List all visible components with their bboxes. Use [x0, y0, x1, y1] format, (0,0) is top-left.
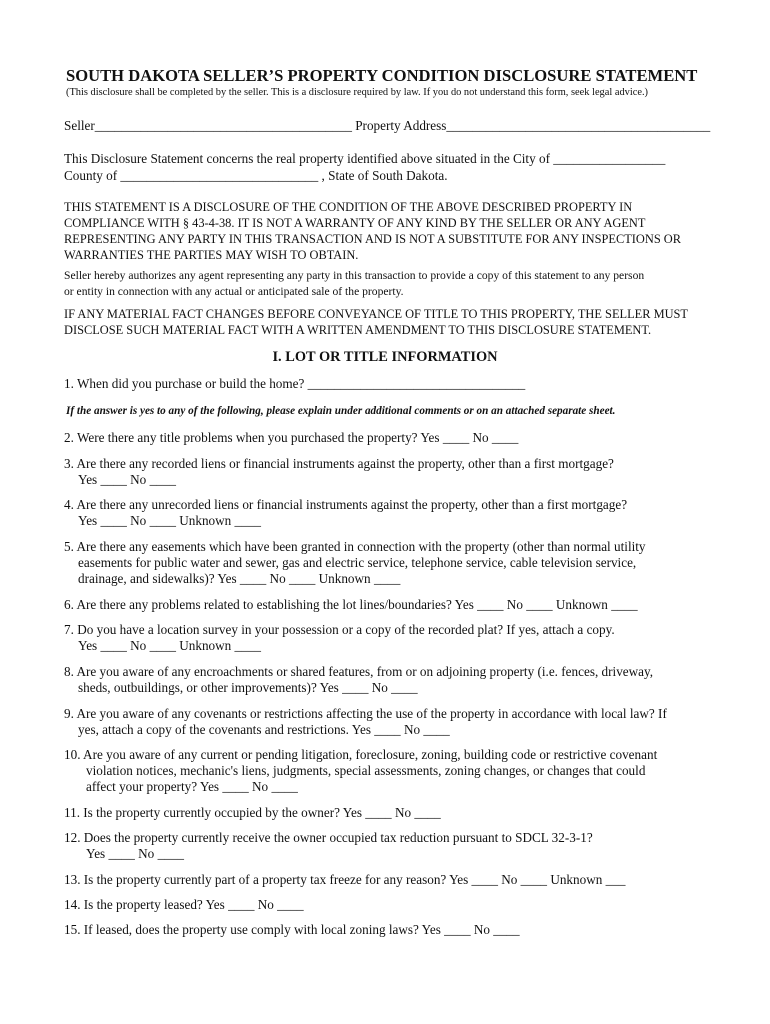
document-subtitle: (This disclosure shall be completed by the seller. This is a disclosure required by law. If you do not understand this form, seek legal advice.) [66, 87, 649, 98]
question-9: 9. Are you aware of any covenants or restrictions affecting the use of the property in accordance with local law? If [64, 706, 667, 721]
question-1: 1. When did you purchase or build the home? _________________________________ [64, 376, 526, 391]
seller-address-line: Seller_______________________________________ Property Address________________________________________ [64, 118, 711, 133]
statement-line-3: REPRESENTING ANY PARTY IN THIS TRANSACTION AND IS NOT A SUBSTITUTE FOR ANY INSPECTIONS OR [64, 232, 682, 246]
document-title: SOUTH DAKOTA SELLER’S PROPERTY CONDITION DISCLOSURE STATEMENT [66, 66, 698, 85]
question-4-answers: Yes ____ No ____ Unknown ____ [78, 513, 261, 528]
question-9-line-2: yes, attach a copy of the covenants and restrictions. Yes ____ No ____ [78, 722, 450, 737]
question-6: 6. Are there any problems related to establishing the lot lines/boundaries? Yes ____ No ____ Unknown ____ [64, 597, 638, 612]
material-fact-line-2: DISCLOSE SUCH MATERIAL FACT WITH A WRITTEN AMENDMENT TO THIS DISCLOSURE STATEMENT. [64, 323, 652, 337]
city-line: This Disclosure Statement concerns the real property identified above situated in the City of _________________ [64, 151, 666, 166]
question-11: 11. Is the property currently occupied by the owner? Yes ____ No ____ [64, 805, 441, 820]
statement-line-1: THIS STATEMENT IS A DISCLOSURE OF THE CONDITION OF THE ABOVE DESCRIBED PROPERTY IN [64, 200, 633, 214]
question-5: 5. Are there any easements which have been granted in connection with the property (other than normal utility [64, 539, 646, 554]
question-7: 7. Do you have a location survey in your possession or a copy of the recorded plat? If yes, attach a copy. [64, 622, 615, 637]
question-10-line-2: violation notices, mechanic's liens, judgments, special assessments, zoning changes, or changes that could [86, 763, 646, 778]
question-8: 8. Are you aware of any encroachments or shared features, from or on adjoining property (i.e. fences, driveway, [64, 664, 654, 679]
question-13: 13. Is the property currently part of a property tax freeze for any reason? Yes ____ No ____ Unknown ___ [64, 872, 626, 887]
question-2: 2. Were there any title problems when you purchased the property? Yes ____ No ____ [64, 430, 519, 445]
question-7-answers: Yes ____ No ____ Unknown ____ [78, 638, 261, 653]
question-14: 14. Is the property leased? Yes ____ No ____ [64, 897, 304, 912]
question-10: 10. Are you aware of any current or pending litigation, foreclosure, zoning, building code or restrictive covenant [64, 747, 658, 762]
question-10-line-3: affect your property? Yes ____ No ____ [86, 779, 298, 794]
authorize-line-2: or entity in connection with any actual or anticipated sale of the property. [64, 285, 404, 298]
question-4: 4. Are there any unrecorded liens or financial instruments against the property, other than a first mortgage? [64, 497, 628, 512]
question-3-answers: Yes ____ No ____ [78, 472, 176, 487]
question-12-answers: Yes ____ No ____ [86, 846, 184, 861]
question-3: 3. Are there any recorded liens or financial instruments against the property, other than a first mortgage? [64, 456, 614, 471]
question-5-line-3: drainage, and sidewalks)? Yes ____ No ____ Unknown ____ [78, 571, 401, 586]
material-fact-line-1: IF ANY MATERIAL FACT CHANGES BEFORE CONVEYANCE OF TITLE TO THIS PROPERTY, THE SELLER MUST [64, 307, 689, 321]
authorize-line-1: Seller hereby authorizes any agent representing any party in this transaction to provide a copy of this statement to any person [64, 269, 645, 282]
statement-line-4: WARRANTIES THE PARTIES MAY WISH TO OBTAIN. [64, 248, 359, 262]
section-title: I. LOT OR TITLE INFORMATION [272, 349, 498, 365]
question-15: 15. If leased, does the property use comply with local zoning laws? Yes ____ No ____ [64, 922, 520, 937]
question-5-line-2: easements for public water and sewer, gas and electric service, telephone service, cable television service, [78, 555, 637, 570]
statement-line-2: COMPLIANCE WITH § 43-4-38. IT IS NOT A WARRANTY OF ANY KIND BY THE SELLER OR ANY AGENT [64, 216, 646, 230]
instruction-line: If the answer is yes to any of the following, please explain under additional comments or on an attached separate sheet. [66, 405, 616, 417]
question-12: 12. Does the property currently receive the owner occupied tax reduction pursuant to SDCL 32-3-1? [64, 830, 593, 845]
question-8-line-2: sheds, outbuildings, or other improvements)? Yes ____ No ____ [78, 680, 418, 695]
county-line: County of ______________________________ , State of South Dakota. [64, 168, 448, 183]
